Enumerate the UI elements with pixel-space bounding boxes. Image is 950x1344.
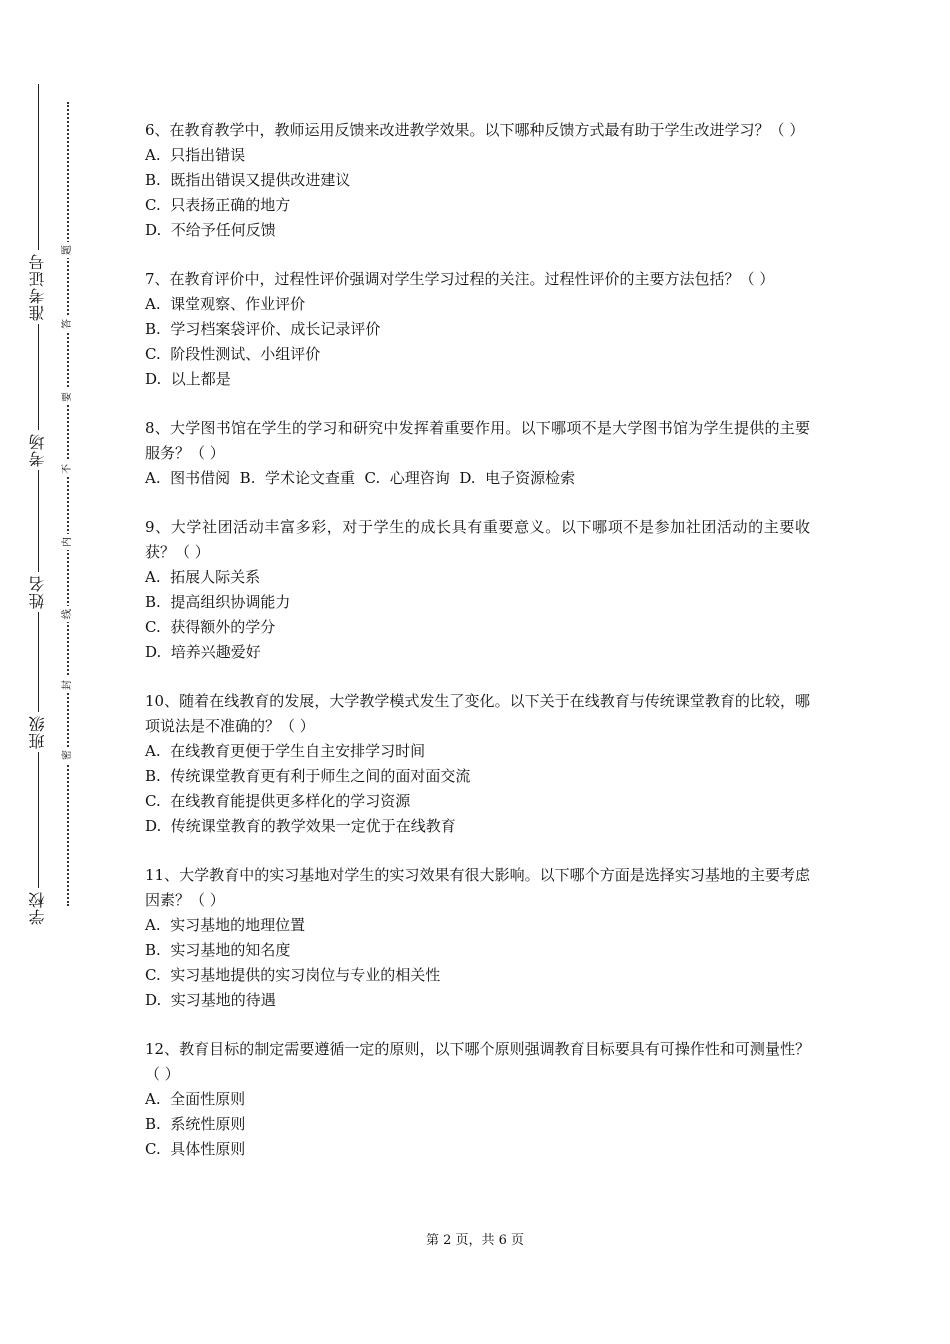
option-b: B. 学习档案袋评价、成长记录评价	[145, 320, 381, 338]
question-stem: 7、在教育评价中，过程性评价强调对学生学习过程的关注。过程性评价的主要方法包括？（ ）	[145, 270, 775, 288]
question-list	[145, 118, 810, 1186]
seal-char-1: 题	[60, 242, 76, 258]
option-c: C. 在线教育能提供更多样化的学习资源	[145, 792, 411, 810]
question-10	[145, 689, 810, 839]
seal-char-8: 密	[60, 747, 76, 763]
question-stem: 9、大学社团活动丰富多彩，对于学生的成长具有重要意义。以下哪项不是参加社团活动的主要收获？（ ）	[145, 518, 810, 561]
question-stem: 11、大学教育中的实习基地对学生的实习效果有很大影响。以下哪个方面是选择实习基地的主要考虑因素？（ ）	[145, 866, 810, 909]
seal-char-5: 内	[60, 534, 76, 550]
question-9	[145, 515, 810, 665]
option-b: B. 实习基地的知名度	[145, 941, 291, 959]
seal-char-3: 要	[60, 389, 76, 405]
option-d: D. 传统课堂教育的教学效果一定优于在线教育	[145, 817, 456, 835]
exam-number-label: 准考证号	[20, 250, 56, 324]
option-a: A. 全面性原则	[145, 1090, 246, 1108]
option-b: B. 系统性原则	[145, 1115, 246, 1133]
option-d: D. 培养兴趣爱好	[145, 643, 261, 661]
seal-char-2: 答	[60, 316, 76, 332]
seal-char-7: 封	[60, 677, 76, 693]
option-c: C. 获得额外的学分	[145, 618, 276, 636]
options-inline: A. 图书借阅 B. 学术论文查重 C. 心理咨询 D. 电子资源检索	[145, 469, 576, 487]
class-label: 班级	[20, 712, 56, 752]
option-c: C. 具体性原则	[145, 1140, 246, 1158]
question-11	[145, 863, 810, 1013]
option-a: A. 只指出错误	[145, 146, 246, 164]
question-stem: 6、在教育教学中，教师运用反馈来改进教学效果。以下哪种反馈方式最有助于学生改进学习？（ ）	[145, 121, 805, 139]
binding-line	[38, 84, 39, 922]
name-label: 姓名	[20, 572, 56, 612]
seal-char-6: 线	[60, 606, 76, 622]
option-b: B. 传统课堂教育更有利于师生之间的面对面交流	[145, 767, 471, 785]
option-a: A. 课堂观察、作业评价	[145, 295, 306, 313]
question-6	[145, 118, 810, 243]
option-d: D. 以上都是	[145, 370, 231, 388]
option-b: B. 提高组织协调能力	[145, 593, 291, 611]
option-b: B. 既指出错误又提供改进建议	[145, 171, 351, 189]
page-number: 第 2 页，共 6 页	[425, 1233, 525, 1248]
seal-dotted-line	[67, 102, 69, 906]
option-a: A. 在线教育更便于学生自主安排学习时间	[145, 742, 426, 760]
exam-room-label: 考场	[20, 430, 56, 470]
question-stem: 12、教育目标的制定需要遵循一定的原则，以下哪个原则强调教育目标要具有可操作性和可测量性？（ ）	[145, 1040, 810, 1083]
seal-char-4: 不	[60, 461, 76, 477]
option-c: C. 实习基地提供的实习岗位与专业的相关性	[145, 966, 441, 984]
school-label: 学校	[20, 888, 56, 928]
option-a: A. 拓展人际关系	[145, 568, 261, 586]
option-d: D. 不给予任何反馈	[145, 221, 276, 239]
option-d: D. 实习基地的待遇	[145, 991, 276, 1009]
option-c: C. 只表扬正确的地方	[145, 196, 291, 214]
question-stem: 8、大学图书馆在学生的学习和研究中发挥着重要作用。以下哪项不是大学图书馆为学生提供的主要服务？（ ）	[145, 419, 810, 462]
question-12	[145, 1037, 810, 1162]
question-7	[145, 267, 810, 392]
option-a: A. 实习基地的地理位置	[145, 916, 306, 934]
option-c: C. 阶段性测试、小组评价	[145, 345, 321, 363]
question-stem: 10、随着在线教育的发展，大学教学模式发生了变化。以下关于在线教育与传统课堂教育的比较，哪项说法是不准确的？（ ）	[145, 692, 810, 735]
question-8	[145, 416, 810, 491]
